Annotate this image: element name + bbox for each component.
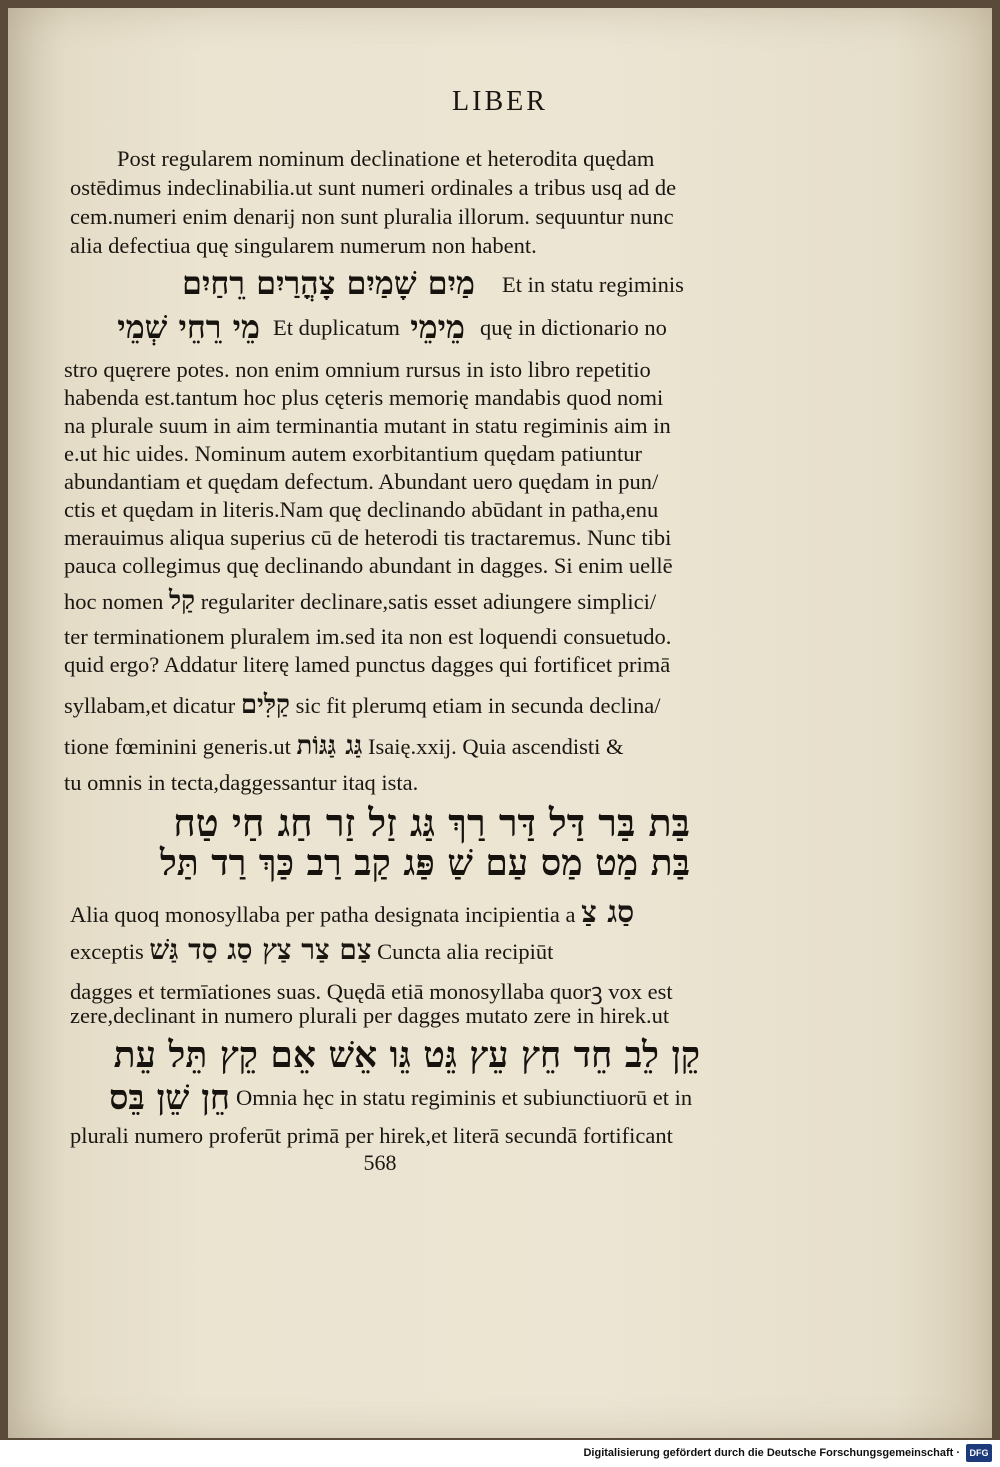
body-line-exceptis <box>70 933 553 967</box>
body-line-syll <box>64 690 660 720</box>
hebrew-row-1: מַיִם שָׁמַיִם צָהֳרַיִם רֵחַיִם <box>182 264 475 302</box>
text-line-3: cem.numeri enim denarij non sunt pluralia illorum. sequuntur nunc <box>70 204 674 229</box>
hoc-hebrew: קַל <box>168 586 196 616</box>
body-line-tione <box>64 731 624 761</box>
footer-bar <box>0 1440 1000 1467</box>
body-line-4: e.ut hic uides. Nominum autem exorbitantium quędam patiuntur <box>64 441 643 466</box>
body-line-3: na plurale suum in aim terminantia mutant in statu regiminis aim in <box>64 413 671 438</box>
body-line-2: habenda est.tantum hoc plus cęteris memorię mandabis quod nomi <box>64 385 664 410</box>
body-line-dagges: dagges et termīationes suas. Quędā etiā monosyllaba quorꝫ vox est <box>70 979 673 1004</box>
dfg-logo-icon: DFG <box>966 1444 992 1462</box>
hoc-text-b: regulariter declinare,satis esset adiungere simplici/ <box>200 589 657 614</box>
hebrew-big-row-2: בַּת מַט מַס עַם שַׁ פַּג קַב רַב כַּךְ רַד תַּל <box>159 842 690 884</box>
tione-hebrew: גַּג גַּגּוֹת <box>296 731 363 761</box>
text-line-4: alia defectiua quę singularem numerum non habent. <box>70 233 537 258</box>
hoc-text-a: hoc nomen <box>64 589 164 614</box>
text-line-1: Post regularem nominum declinatione et heterodita quędam <box>117 146 655 171</box>
hebrew-row-2a: מֵי רֵחֵי שְׁמֵי <box>117 308 260 346</box>
text-line-2: ostēdimus indeclinabilia.ut sunt numeri ordinales a tribus usq ad de <box>70 175 677 200</box>
syll-text-b: sic fit plerumq etiam in secunda declina/ <box>295 693 661 718</box>
alia-hebrew: סַג צַ <box>581 895 635 930</box>
body-line-alia <box>70 895 634 930</box>
exceptis-text-b: Cuncta alia recipiūt <box>377 939 554 964</box>
body-line-ter: ter terminationem pluralem im.sed ita non est loquendi consuetudo. <box>64 624 672 649</box>
hebrew-row-2b: מֵימֵי <box>410 308 465 346</box>
latin-row-2b: quę in dictionario no <box>480 315 667 340</box>
tione-text-a: tione fœminini generis.ut <box>64 734 291 759</box>
syll-text-a: syllabam,et dicatur <box>64 693 236 718</box>
latin-row-2: Et duplicatum <box>273 315 400 340</box>
syll-hebrew: קַלִּים <box>240 690 290 720</box>
body-line-quid: quid ergo? Addatur literę lamed punctus dagges qui fortificet primā <box>64 652 671 677</box>
exceptis-text-a: exceptis <box>70 939 144 964</box>
body-line-omnia: Omnia hęc in statu regiminis et subiunctiuorū et in <box>236 1085 693 1110</box>
latin-row-1: Et in statu regiminis <box>502 272 684 297</box>
tione-text-b: Isaię.xxij. Quia ascendisti & <box>367 734 624 759</box>
exceptis-hebrew: צַם צַר צַץ סַג סַד גַּשׁ <box>149 933 372 966</box>
body-line-1: stro quęrere potes. non enim omnium rursus in isto libro repetitio <box>64 357 651 382</box>
hebrew-big-row-3: קֵן לֵב חֵד חֵץ עֵץ גֵּט גֵּו אֵשׁ אֵם קֵץ תֵּל עֵת <box>113 1034 700 1076</box>
body-line-7: merauimus aliqua superius cū de heterodi tis tractaremus. Nunc tibi <box>64 525 672 550</box>
footer-credit: Digitalisierung gefördert durch die Deutsche Forschungsgemeinschaft · <box>583 1447 960 1459</box>
body-line-5: abundantiam et quędam defectum. Abundant uero quędam in pun/ <box>64 469 659 494</box>
body-line-tu: tu omnis in tecta,daggessantur itaq ista. <box>64 770 419 795</box>
page-header: LIBER <box>452 86 548 117</box>
body-line-plurali: plurali numero proferūt primā per hirek,et literā secundā fortificant <box>70 1123 673 1148</box>
omnia-hebrew: חֵן שֵׁן בֵּס <box>109 1078 230 1118</box>
body-line-hoc <box>64 586 656 616</box>
alia-text: Alia quoq monosyllaba per patha designata incipientia a <box>70 902 576 927</box>
body-line-6: ctis et quędam in literis.Nam quę declinando abūdant in patha,enu <box>64 497 659 522</box>
body-line-8: pauca collegimus quę declinando abundant in dagges. Si enim uellē <box>64 553 673 578</box>
body-line-zere: zere,declinant in numero plurali per dagges mutato zere in hirek.ut <box>70 1003 670 1028</box>
page-number: 568 <box>363 1150 397 1175</box>
hebrew-big-row-1: בַּת בַּר דַּל דַּר רַךְ גַּג זַל זַר חַג חַי טַח <box>173 800 690 845</box>
